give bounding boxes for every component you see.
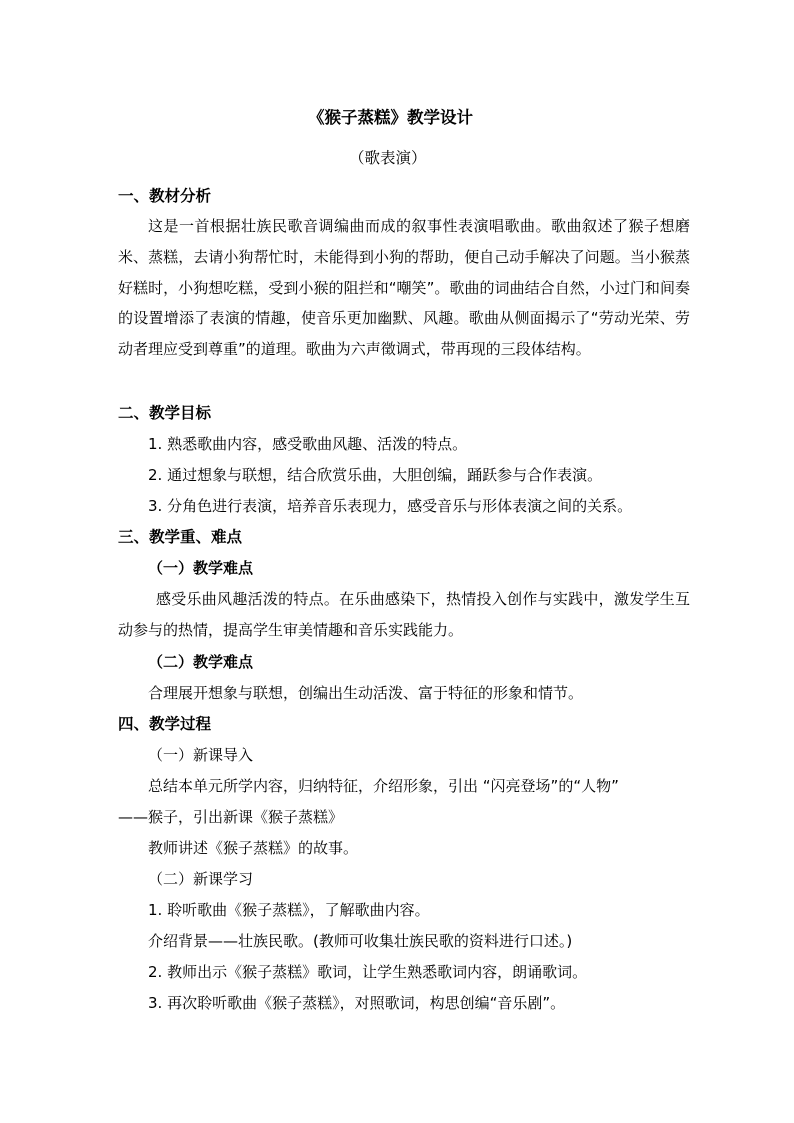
- section-heading-process: 四、教学过程: [118, 715, 212, 733]
- subheading-difficulty-1: （一）教学难点: [148, 559, 254, 577]
- lesson-item-2: 2. 教师出示《猴子蒸糕》歌词，让学生熟悉歌词内容，朗诵歌词。: [148, 963, 588, 981]
- subheading-new-lesson: （二）新课学习: [148, 870, 254, 888]
- difficulty-1-paragraph: 感受乐曲风趣活泼的特点。在乐曲感染下，热情投入创作与实践中，激发学生互动参与的热情，提高学生审美情趣和音乐实践能力。: [118, 590, 690, 639]
- introduction-story: 教师讲述《猴子蒸糕》的故事。: [148, 839, 359, 857]
- analysis-paragraph: 这是一首根据壮族民歌音调编曲而成的叙事性表演唱歌曲。歌曲叙述了猴子想磨米、蒸糕，去请小狗帮忙时，未能得到小狗的帮助，便自己动手解决了问题。当小猴蒸好糕时，小狗想吃糕，受到小猴的阻拦和“嘲笑”。歌曲的词曲结合自然，小过门和间奏的设置增添了表演的情趣，使音乐更加幽默、风趣。歌曲从侧面揭示了“劳动光荣、劳动者理应受到尊重”的道理。歌曲为六声徵调式，带再现的三段体结构。: [118, 217, 690, 359]
- lesson-item-1: 1. 聆听歌曲《猴子蒸糕》，了解歌曲内容。: [148, 901, 430, 919]
- difficulty-2-paragraph: 合理展开想象与联想，创编出生动活泼、富于特征的形象和情节。: [148, 684, 584, 702]
- objective-item-2: 2. 通过想象与联想，结合欣赏乐曲，大胆创编，踊跃参与合作表演。: [148, 466, 603, 484]
- section-heading-analysis: 一、教材分析: [118, 187, 212, 205]
- section-heading-objectives: 二、教学目标: [118, 404, 212, 422]
- introduction-line-2: ——猴子，引出新课《猴子蒸糕》: [118, 808, 344, 826]
- section-heading-key-points: 三、教学重、难点: [118, 528, 243, 546]
- lesson-item-background: 介绍背景——壮族民歌。(教师可收集壮族民歌的资料进行口述。): [148, 932, 573, 950]
- objective-item-3: 3. 分角色进行表演，培养音乐表现力，感受音乐与形体表演之间的关系。: [148, 497, 633, 515]
- subheading-introduction: （一）新课导入: [148, 746, 254, 764]
- lesson-item-3: 3. 再次聆听歌曲《猴子蒸糕》，对照歌词，构思创编“音乐剧”。: [148, 994, 566, 1012]
- document-subtitle: （歌表演）: [349, 149, 427, 167]
- objective-item-1: 1. 熟悉歌曲内容，感受歌曲风趣、活泼的特点。: [148, 435, 468, 453]
- subheading-difficulty-2: （二）教学难点: [148, 653, 254, 671]
- introduction-line-1: 总结本单元所学内容，归纳特征，介绍形象，引出 “闪亮登场”的“人物”: [148, 777, 619, 795]
- document-title: 《猴子蒸糕》教学设计: [308, 108, 473, 127]
